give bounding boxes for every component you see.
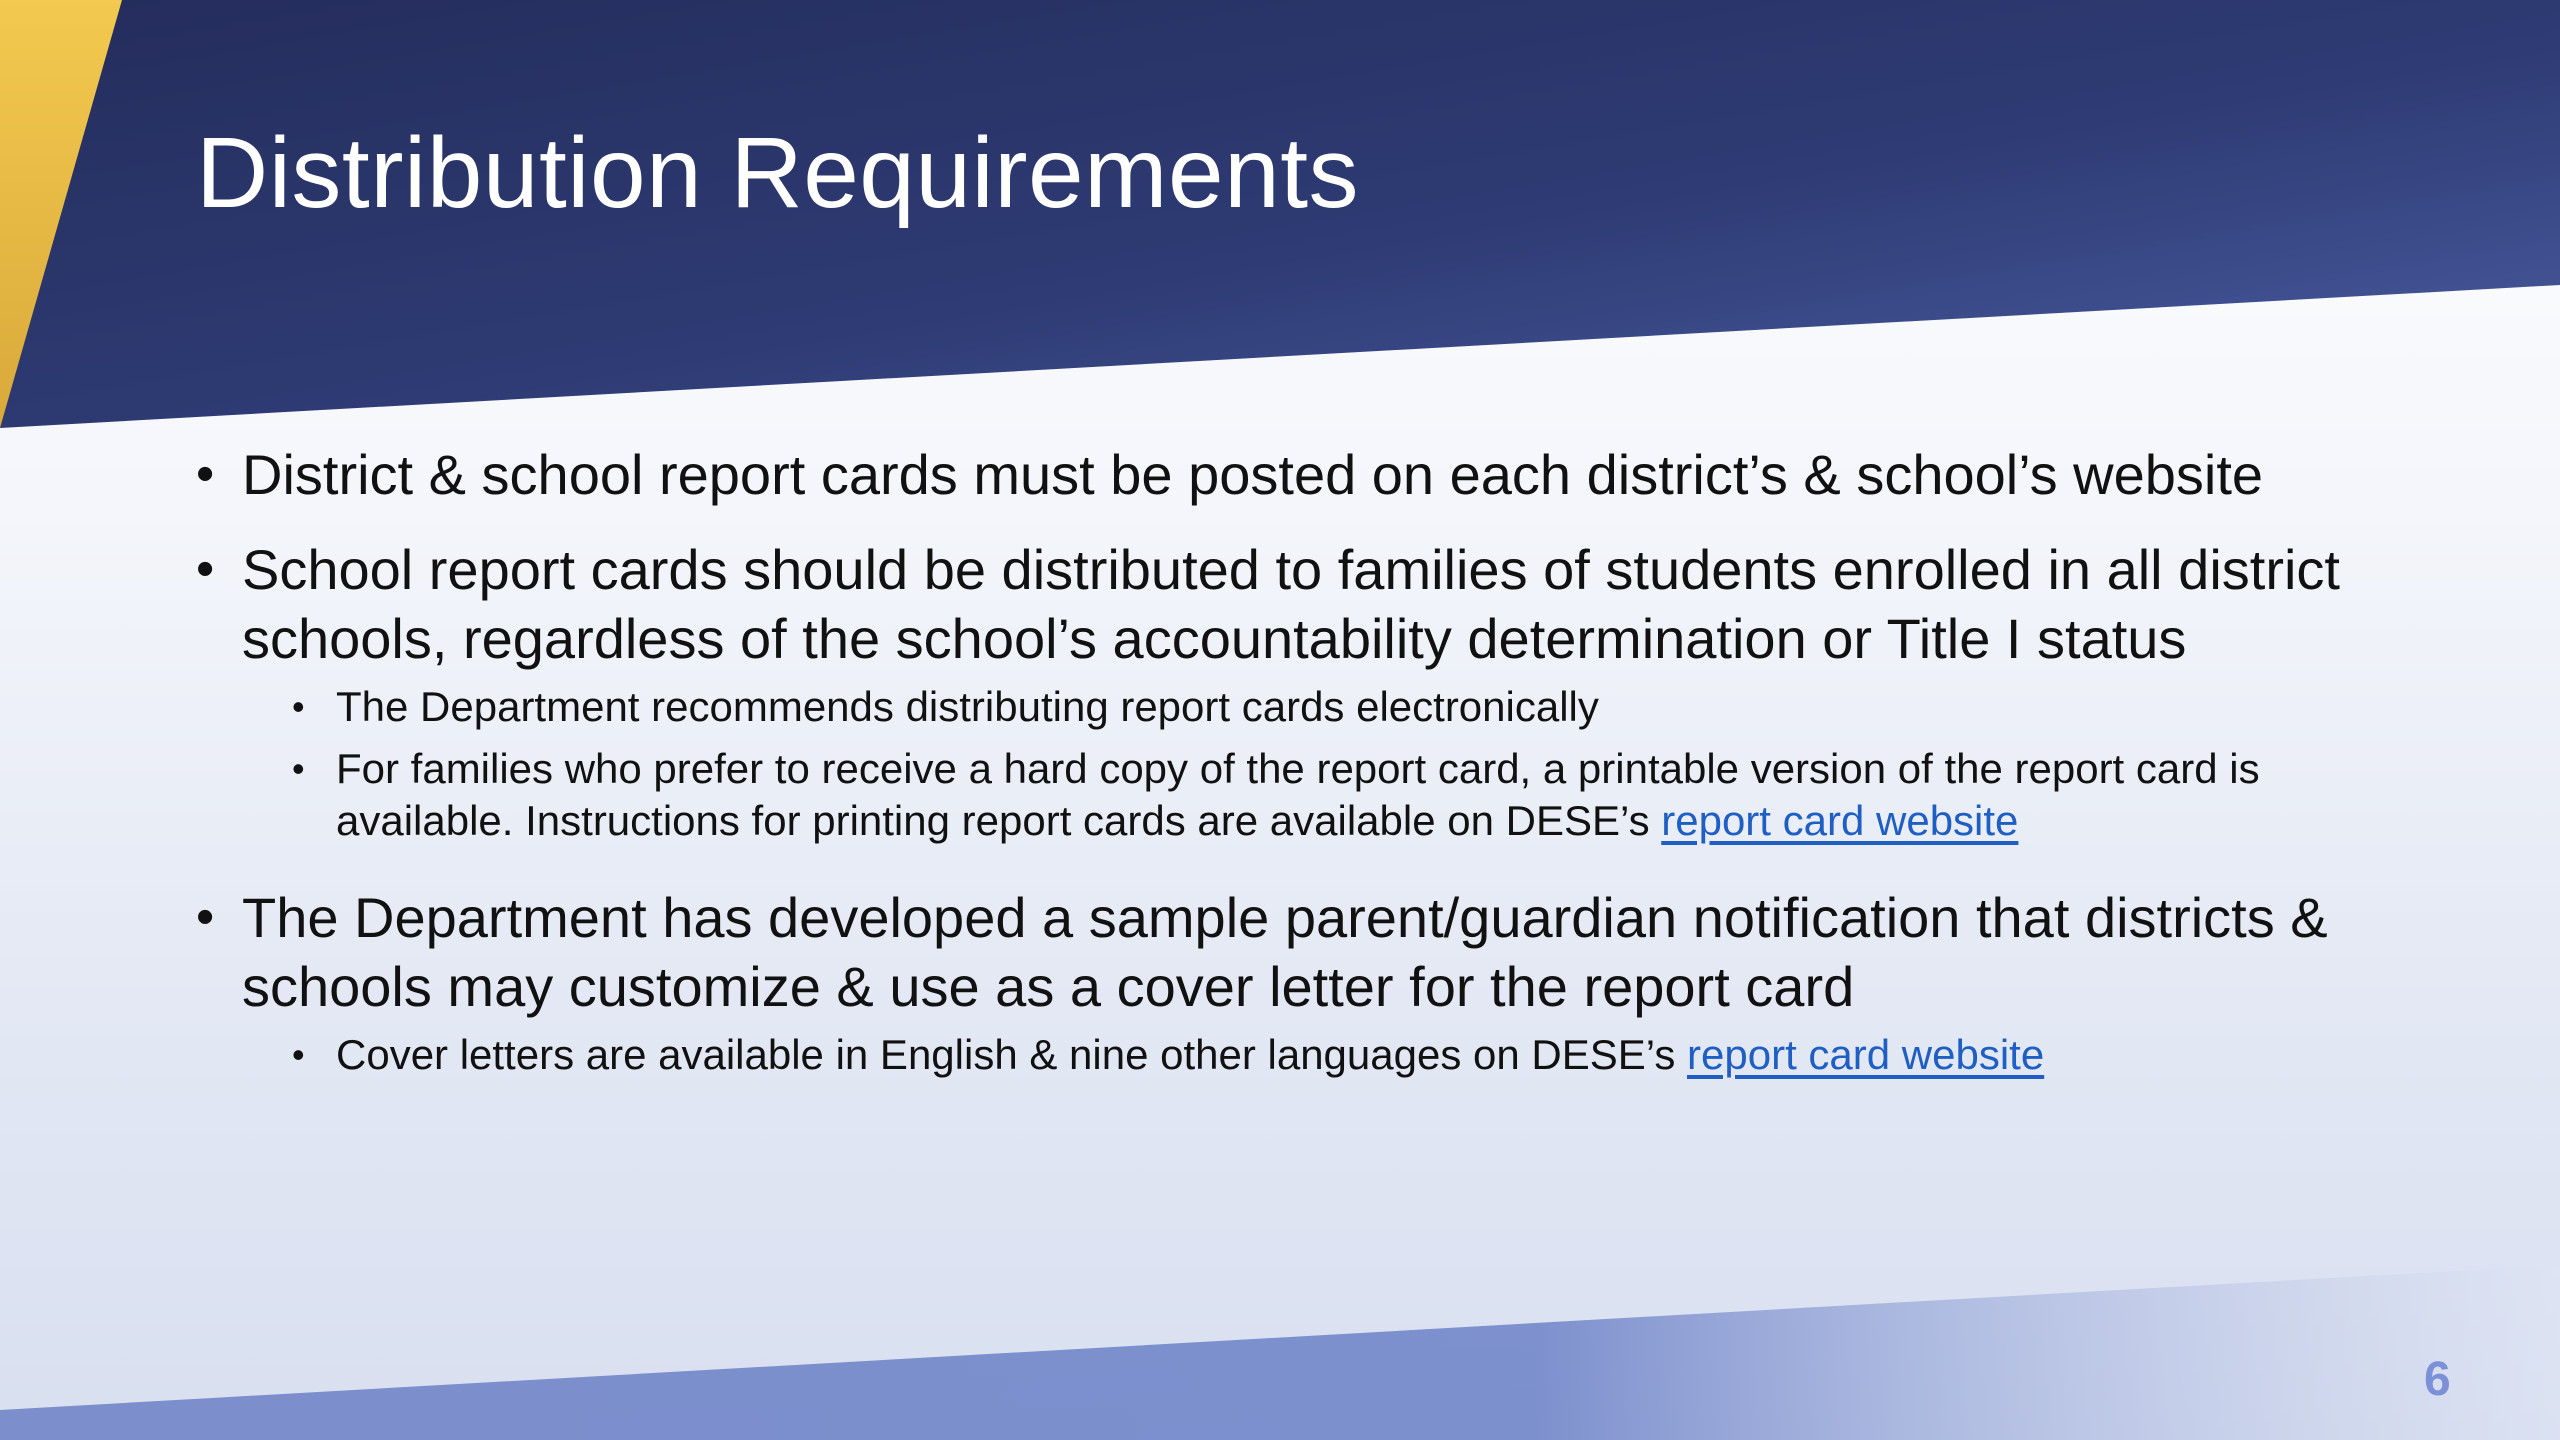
bottom-band: [0, 1265, 2560, 1440]
bullet-2-text: School report cards should be distributed to families of students enrolled in all district schools, regardless of the school’s accountability determination or Title I status: [242, 538, 2340, 670]
sub-bullet-marker: •: [292, 1034, 305, 1075]
bullet-2: [196, 535, 2416, 673]
bullet-marker: •: [196, 445, 215, 503]
page-number: 6: [2424, 1353, 2451, 1406]
bullet-marker: •: [196, 888, 215, 946]
bullet-2-sub-2-text: For families who prefer to receive a hard copy of the report card, a printable version of the report card is available. Instructions for printing report cards are available on DESE’s: [336, 745, 2260, 844]
bullet-1: [196, 440, 2416, 509]
bullet-3-sub-1-text: Cover letters are available in English & nine other languages on DESE’s: [336, 1031, 1688, 1078]
bullet-3: [196, 883, 2416, 1021]
bullet-1-text: District & school report cards must be posted on each district’s & school’s website: [242, 443, 2264, 506]
report-card-website-link[interactable]: report card website: [1661, 797, 2019, 844]
slide-title: Distribution Requirements: [196, 117, 1359, 229]
bullet-3-text: The Department has developed a sample parent/guardian notification that districts & schools may customize & use as a cover letter for the report card: [242, 886, 2328, 1018]
sub-bullet-marker: •: [292, 748, 305, 789]
sub-bullet-marker: •: [292, 686, 305, 727]
bullet-marker: •: [196, 540, 215, 598]
bullet-3-sub-1: [292, 1029, 2416, 1081]
bullet-2-sub-1-text: The Department recommends distributing report cards electronically: [336, 683, 1599, 730]
bullet-2-sub-1: [292, 681, 2416, 733]
bullet-2-sub-2: [292, 743, 2416, 847]
report-card-website-link[interactable]: report card website: [1687, 1031, 2045, 1078]
bullet-list: [196, 440, 2416, 1091]
